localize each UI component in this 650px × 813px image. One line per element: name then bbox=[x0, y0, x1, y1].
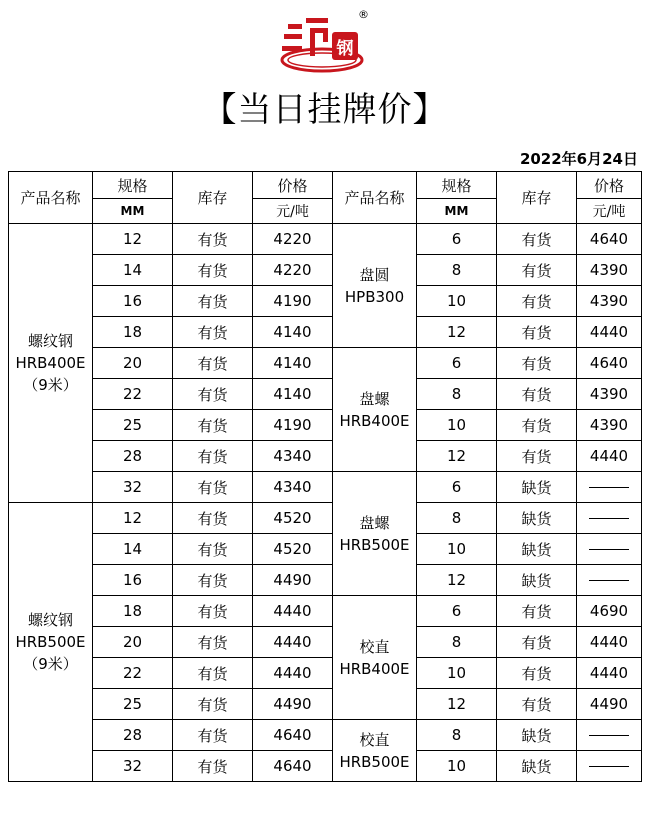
price-cell bbox=[577, 472, 642, 503]
header-spec-unit-right: MM bbox=[417, 199, 497, 224]
price-cell: 4440 bbox=[577, 441, 642, 472]
spec-cell: 8 bbox=[417, 503, 497, 534]
header-price-unit-right: 元/吨 bbox=[577, 199, 642, 224]
product-name-right bbox=[333, 720, 417, 782]
spec-cell: 25 bbox=[93, 410, 173, 441]
header-price-left: 价格 bbox=[253, 172, 333, 199]
header-product-name-left: 产品名称 bbox=[9, 172, 93, 224]
table-row bbox=[9, 472, 642, 503]
table-row bbox=[9, 348, 642, 379]
stock-cell: 有货 bbox=[173, 317, 253, 348]
no-price-dash bbox=[589, 487, 629, 488]
no-price-dash bbox=[589, 580, 629, 581]
price-cell: 4490 bbox=[253, 565, 333, 596]
price-cell: 4440 bbox=[253, 658, 333, 689]
table-row bbox=[9, 751, 642, 782]
spec-cell: 22 bbox=[93, 379, 173, 410]
table-row bbox=[9, 534, 642, 565]
price-cell: 4440 bbox=[577, 658, 642, 689]
header-price-unit-left: 元/吨 bbox=[253, 199, 333, 224]
spec-cell: 12 bbox=[417, 441, 497, 472]
price-cell: 4520 bbox=[253, 534, 333, 565]
table-row bbox=[9, 224, 642, 255]
price-cell: 4340 bbox=[253, 472, 333, 503]
stock-cell: 有货 bbox=[497, 286, 577, 317]
price-cell: 4440 bbox=[253, 627, 333, 658]
table-row bbox=[9, 658, 642, 689]
price-cell: 4690 bbox=[577, 596, 642, 627]
stock-cell: 有货 bbox=[173, 658, 253, 689]
spec-cell: 18 bbox=[93, 317, 173, 348]
spec-cell: 12 bbox=[417, 689, 497, 720]
spec-cell: 28 bbox=[93, 720, 173, 751]
spec-cell: 25 bbox=[93, 689, 173, 720]
stock-cell: 有货 bbox=[497, 348, 577, 379]
spec-cell: 18 bbox=[93, 596, 173, 627]
product-name-line: 校直 bbox=[359, 730, 390, 749]
spec-cell: 8 bbox=[417, 379, 497, 410]
header-spec-right: 规格 bbox=[417, 172, 497, 199]
product-name-line: 盘螺 bbox=[359, 513, 390, 532]
price-cell bbox=[577, 534, 642, 565]
header-spec-unit-left: MM bbox=[93, 199, 173, 224]
no-price-dash bbox=[589, 518, 629, 519]
price-cell: 4220 bbox=[253, 255, 333, 286]
spec-cell: 16 bbox=[93, 286, 173, 317]
stock-cell: 有货 bbox=[173, 441, 253, 472]
spec-cell: 8 bbox=[417, 255, 497, 286]
stock-cell: 有货 bbox=[497, 224, 577, 255]
table-row bbox=[9, 286, 642, 317]
price-cell: 4390 bbox=[577, 379, 642, 410]
stock-cell: 有货 bbox=[497, 658, 577, 689]
price-cell bbox=[577, 751, 642, 782]
stock-cell: 有货 bbox=[173, 286, 253, 317]
spec-cell: 10 bbox=[417, 286, 497, 317]
stock-cell: 有货 bbox=[497, 410, 577, 441]
table-row bbox=[9, 441, 642, 472]
stock-cell: 有货 bbox=[173, 472, 253, 503]
spec-cell: 8 bbox=[417, 627, 497, 658]
stock-cell: 有货 bbox=[497, 255, 577, 286]
price-cell: 4640 bbox=[577, 348, 642, 379]
table-row bbox=[9, 565, 642, 596]
price-cell bbox=[577, 565, 642, 596]
price-cell: 4140 bbox=[253, 379, 333, 410]
stock-cell: 缺货 bbox=[497, 565, 577, 596]
price-cell: 4490 bbox=[253, 689, 333, 720]
no-price-dash bbox=[589, 735, 629, 736]
price-cell: 4390 bbox=[577, 410, 642, 441]
table-row bbox=[9, 503, 642, 534]
product-name-line: （9米） bbox=[23, 376, 78, 394]
price-cell: 4640 bbox=[577, 224, 642, 255]
stock-cell: 有货 bbox=[173, 255, 253, 286]
stock-cell: 有货 bbox=[173, 224, 253, 255]
product-name-line: HRB400E bbox=[339, 411, 410, 430]
spec-cell: 6 bbox=[417, 224, 497, 255]
price-cell: 4490 bbox=[577, 689, 642, 720]
product-name-line: HRB500E bbox=[339, 752, 410, 771]
spec-cell: 32 bbox=[93, 751, 173, 782]
stock-cell: 有货 bbox=[497, 379, 577, 410]
header-spec-left: 规格 bbox=[93, 172, 173, 199]
stock-cell: 有货 bbox=[173, 503, 253, 534]
stock-cell: 缺货 bbox=[497, 503, 577, 534]
spec-cell: 8 bbox=[417, 720, 497, 751]
spec-cell: 10 bbox=[417, 534, 497, 565]
company-logo bbox=[270, 4, 380, 80]
product-name-right bbox=[333, 224, 417, 348]
spec-cell: 12 bbox=[93, 503, 173, 534]
price-cell: 4340 bbox=[253, 441, 333, 472]
stock-cell: 缺货 bbox=[497, 534, 577, 565]
stock-cell: 缺货 bbox=[497, 472, 577, 503]
spec-cell: 32 bbox=[93, 472, 173, 503]
product-name-line: 盘螺 bbox=[359, 389, 390, 408]
spec-cell: 22 bbox=[93, 658, 173, 689]
registered-mark: ® bbox=[358, 8, 369, 21]
table-row bbox=[9, 379, 642, 410]
stock-cell: 缺货 bbox=[497, 720, 577, 751]
stock-cell: 有货 bbox=[173, 348, 253, 379]
spec-cell: 6 bbox=[417, 596, 497, 627]
header-price-right: 价格 bbox=[577, 172, 642, 199]
stock-cell: 有货 bbox=[173, 379, 253, 410]
spec-cell: 20 bbox=[93, 627, 173, 658]
price-cell: 4640 bbox=[253, 720, 333, 751]
product-name-right bbox=[333, 348, 417, 472]
stock-cell: 有货 bbox=[497, 689, 577, 720]
stock-cell: 有货 bbox=[173, 689, 253, 720]
stock-cell: 有货 bbox=[497, 317, 577, 348]
price-table bbox=[8, 171, 642, 782]
header-product-name-right: 产品名称 bbox=[333, 172, 417, 224]
stock-cell: 有货 bbox=[173, 565, 253, 596]
spec-cell: 16 bbox=[93, 565, 173, 596]
product-name-line: （9米） bbox=[23, 655, 78, 673]
stock-cell: 有货 bbox=[497, 441, 577, 472]
product-name-line: HRB400E bbox=[15, 354, 86, 372]
price-cell: 4640 bbox=[253, 751, 333, 782]
spec-cell: 14 bbox=[93, 255, 173, 286]
price-cell: 4440 bbox=[577, 317, 642, 348]
price-cell: 4390 bbox=[577, 286, 642, 317]
price-cell: 4190 bbox=[253, 286, 333, 317]
stock-cell: 有货 bbox=[173, 720, 253, 751]
logo-steel-glyph: 钢 bbox=[336, 39, 354, 59]
product-name-right bbox=[333, 596, 417, 720]
product-name-line: 螺纹钢 bbox=[27, 611, 73, 629]
stock-cell: 有货 bbox=[173, 596, 253, 627]
header-stock-left: 库存 bbox=[173, 172, 253, 224]
price-cell: 4440 bbox=[577, 627, 642, 658]
product-name-left bbox=[9, 503, 93, 782]
price-cell: 4190 bbox=[253, 410, 333, 441]
table-row bbox=[9, 720, 642, 751]
price-cell: 4440 bbox=[253, 596, 333, 627]
price-cell: 4220 bbox=[253, 224, 333, 255]
product-name-line: HRB500E bbox=[339, 535, 410, 554]
price-cell: 4140 bbox=[253, 317, 333, 348]
table-row bbox=[9, 410, 642, 441]
product-name-line: 螺纹钢 bbox=[27, 332, 73, 350]
table-row bbox=[9, 627, 642, 658]
price-cell: 4390 bbox=[577, 255, 642, 286]
spec-cell: 28 bbox=[93, 441, 173, 472]
spec-cell: 6 bbox=[417, 472, 497, 503]
price-cell: 4140 bbox=[253, 348, 333, 379]
spec-cell: 10 bbox=[417, 658, 497, 689]
price-cell bbox=[577, 720, 642, 751]
table-row bbox=[9, 596, 642, 627]
price-cell: 4520 bbox=[253, 503, 333, 534]
no-price-dash bbox=[589, 549, 629, 550]
product-name-line: HRB500E bbox=[15, 633, 86, 651]
price-cell bbox=[577, 503, 642, 534]
product-name-right bbox=[333, 472, 417, 596]
spec-cell: 10 bbox=[417, 410, 497, 441]
spec-cell: 12 bbox=[417, 317, 497, 348]
stock-cell: 有货 bbox=[497, 596, 577, 627]
product-name-line: 校直 bbox=[359, 637, 390, 656]
spec-cell: 10 bbox=[417, 751, 497, 782]
price-date: 2022年6月24日 bbox=[519, 150, 638, 168]
stock-cell: 缺货 bbox=[497, 751, 577, 782]
no-price-dash bbox=[589, 766, 629, 767]
spec-cell: 6 bbox=[417, 348, 497, 379]
page-title: 【当日挂牌价】 bbox=[202, 90, 448, 130]
product-name-left bbox=[9, 224, 93, 503]
stock-cell: 有货 bbox=[497, 627, 577, 658]
product-name-line: 盘圆 bbox=[359, 265, 390, 284]
spec-cell: 12 bbox=[93, 224, 173, 255]
spec-cell: 14 bbox=[93, 534, 173, 565]
stock-cell: 有货 bbox=[173, 534, 253, 565]
spec-cell: 20 bbox=[93, 348, 173, 379]
stock-cell: 有货 bbox=[173, 751, 253, 782]
product-name-line: HRB400E bbox=[339, 659, 410, 678]
header-stock-right: 库存 bbox=[497, 172, 577, 224]
product-name-line: HPB300 bbox=[344, 287, 405, 306]
stock-cell: 有货 bbox=[173, 627, 253, 658]
table-row bbox=[9, 689, 642, 720]
spec-cell: 12 bbox=[417, 565, 497, 596]
stock-cell: 有货 bbox=[173, 410, 253, 441]
table-row bbox=[9, 317, 642, 348]
table-row bbox=[9, 255, 642, 286]
